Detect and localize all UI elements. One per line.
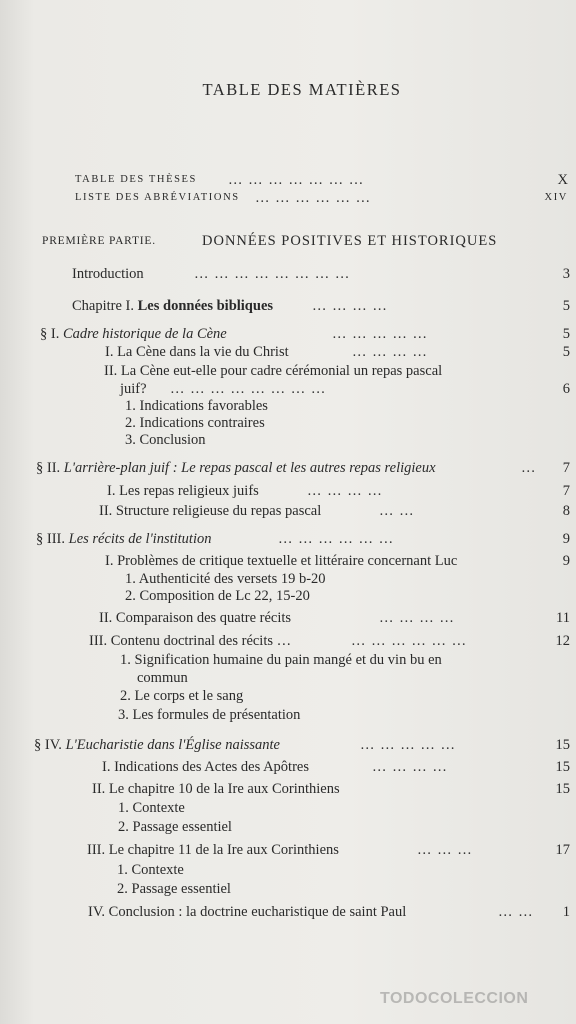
- entry-label: 3. Les formules de présentation: [118, 707, 301, 723]
- toc-subentry: [99, 500, 570, 522]
- entry-label: TABLE DES THÈSES: [75, 174, 197, 185]
- page-number: X: [557, 172, 568, 188]
- chapter-label: Chapitre I.: [72, 298, 135, 314]
- entry-label-continued: commun: [137, 670, 188, 686]
- toc-subentry: [102, 756, 570, 778]
- entry-label: II. Le chapitre 10 de la Ire aux Corinthiens: [92, 781, 340, 797]
- leader-dots: … … … … … …: [351, 633, 468, 649]
- entry-label-continued: juif?: [120, 381, 147, 397]
- leader-dots: … …: [498, 904, 534, 920]
- entry-label: LISTE DES ABRÉVIATIONS: [75, 192, 240, 203]
- page-number: XIV: [544, 192, 568, 203]
- entry-label: II. La Cène eut-elle pour cadre cérémonial un repas pascal: [104, 363, 443, 379]
- part-heading: [42, 230, 572, 252]
- entry-label: Introduction: [72, 266, 144, 282]
- page-number: 15: [555, 737, 570, 753]
- toc-section: [36, 457, 570, 479]
- leader-dots: …: [521, 460, 537, 476]
- toc-entry-front: [75, 187, 570, 209]
- leader-dots: … … … …: [372, 759, 448, 775]
- section-title: L'Eucharistie dans l'Église naissante: [65, 737, 280, 753]
- entry-label: 1. Authenticité des versets 19 b-20: [125, 571, 326, 587]
- toc-subentry: [88, 901, 570, 923]
- page-number: 7: [562, 460, 570, 476]
- leader-dots: … … … … …: [360, 737, 456, 753]
- page-number: 15: [555, 781, 570, 797]
- entry-label: III. Le chapitre 11 de la Ire aux Corinthiens: [87, 842, 339, 858]
- entry-label: I. La Cène dans la vie du Christ: [105, 344, 289, 360]
- page-number: 7: [562, 483, 570, 499]
- toc-subentry: [107, 480, 570, 502]
- page-number: 15: [555, 759, 570, 775]
- section-label: § III.: [36, 531, 65, 547]
- toc-section: [36, 528, 570, 550]
- entry-label: 2. Le corps et le sang: [120, 688, 244, 704]
- section-label: § IV.: [34, 737, 62, 753]
- entry-label: IV. Conclusion : la doctrine eucharistique de saint Paul: [88, 904, 407, 920]
- page-number: 12: [555, 633, 570, 649]
- section-label: § II.: [36, 460, 61, 476]
- page-number: 5: [562, 344, 570, 360]
- entry-label: III. Contenu doctrinal des récits …: [89, 633, 292, 649]
- leader-dots: … … … …: [312, 298, 388, 314]
- page-number: 5: [562, 298, 570, 314]
- entry-label: I. Problèmes de critique textuelle et littéraire concernant Luc: [105, 553, 458, 569]
- toc-entry: [72, 263, 570, 285]
- leader-dots: … … … … … …: [255, 190, 372, 206]
- leader-dots: … …: [379, 503, 415, 519]
- entry-label: 2. Passage essentiel: [117, 881, 231, 897]
- toc-section: [34, 734, 570, 756]
- entry-label: 1. Signification humaine du pain mangé et du vin bu en: [120, 652, 442, 668]
- entry-label: I. Indications des Actes des Apôtres: [102, 759, 309, 775]
- leader-dots: … … … …: [352, 344, 428, 360]
- entry-label: II. Comparaison des quatre récits: [99, 610, 292, 626]
- leader-dots: … … …: [417, 842, 473, 858]
- leader-dots: … … … …: [307, 483, 383, 499]
- toc-entry-chapter: [72, 295, 570, 317]
- leader-dots: … … … … … … … …: [170, 381, 327, 397]
- entry-label: 2. Composition de Lc 22, 15-20: [125, 588, 310, 604]
- page-number: 6: [562, 381, 570, 397]
- page-number: 5: [562, 326, 570, 342]
- section-label: § I.: [40, 326, 60, 342]
- part-label: PREMIÈRE PARTIE.: [42, 235, 156, 247]
- entry-label: 2. Indications contraires: [125, 415, 265, 431]
- watermark-logo: TODOCOLECCION: [380, 990, 529, 1007]
- page-number: 9: [562, 531, 570, 547]
- section-title: Cadre historique de la Cène: [62, 326, 227, 342]
- page-number: 17: [555, 842, 570, 858]
- toc-subentry: [99, 607, 570, 629]
- leader-dots: … … … … … …: [278, 531, 395, 547]
- page-number: 3: [562, 266, 570, 282]
- entry-label: I. Les repas religieux juifs: [107, 483, 259, 499]
- part-title: DONNÉES POSITIVES ET HISTORIQUES: [202, 233, 498, 249]
- page-number: 8: [562, 503, 570, 519]
- section-title: Les récits de l'institution: [68, 531, 212, 547]
- entry-label: II. Structure religieuse du repas pascal: [99, 503, 322, 519]
- page-number: 1: [562, 904, 570, 920]
- leader-dots: … … … … … … … …: [194, 266, 351, 282]
- section-title: L'arrière-plan juif : Le repas pascal et les autres repas religieux: [63, 460, 436, 476]
- toc-subentry: [87, 839, 570, 861]
- entry-label: 1. Indications favorables: [125, 398, 268, 414]
- entry-label: 1. Contexte: [118, 800, 185, 816]
- leader-dots: … … … …: [379, 610, 455, 626]
- chapter-title: Les données bibliques: [137, 298, 274, 314]
- page-number: 9: [562, 553, 570, 569]
- leader-dots: … … … … …: [332, 326, 428, 342]
- entry-label: 3. Conclusion: [125, 432, 206, 448]
- entry-label: 1. Contexte: [117, 862, 184, 878]
- page-number: 11: [556, 610, 570, 626]
- entry-label: 2. Passage essentiel: [118, 819, 232, 835]
- leader-dots: … … … … … … …: [228, 172, 365, 188]
- page-title: TABLE DES MATIÈRES: [202, 80, 402, 99]
